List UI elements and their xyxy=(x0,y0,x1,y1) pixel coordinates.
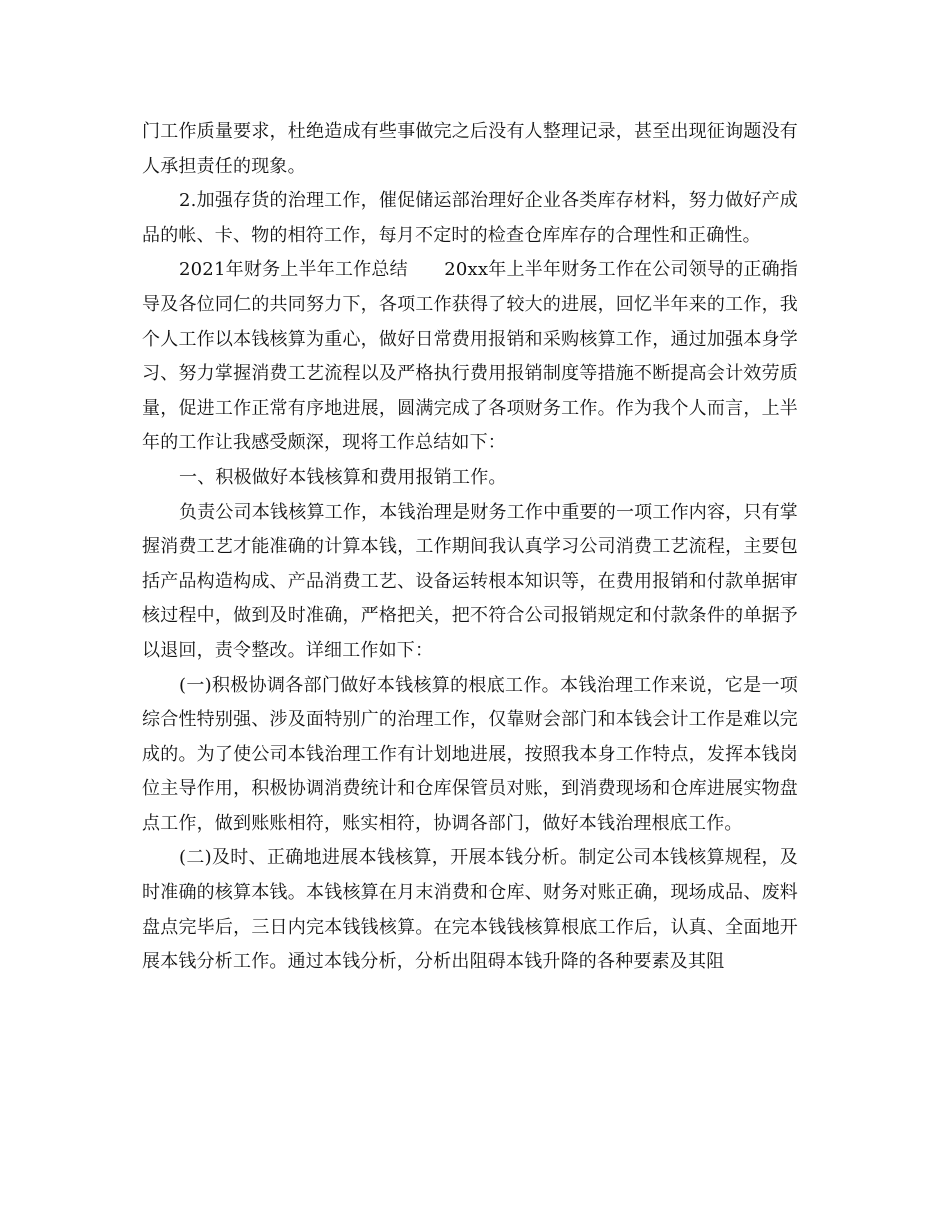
section-heading-cost-accounting: 一、积极做好本钱核算和费用报销工作。 xyxy=(179,466,507,488)
document-body xyxy=(142,115,798,980)
paragraph-coordination-foundation: (一)积极协调各部门做好本钱核算的根底工作。本钱治理工作来说，它是一项综合性特别强、涉及面特别广的治理工作，仅靠财会部门和本钱会计工作是难以完成的。为了使公司本钱治理工作有计划地进展，按照我本身工作特点，发挥本钱岗位主导作用，积极协调消费统计和仓库保管员对账，到消费现场和仓库进展实物盘点工作，做到账账相符，账实相符，协调各部门，做好本钱治理根底工作。 xyxy=(142,674,798,834)
paragraph-cost-analysis: (二)及时、正确地进展本钱核算，开展本钱分析。制定公司本钱核算规程，及时准确的核算本钱。本钱核算在月末消费和仓库、财务对账正确，现场成品、废料盘点完毕后，三日内完本钱钱核算。在完本钱钱核算根底工作后，认真、全面地开展本钱分析工作。通过本钱分析，分析出阻碍本钱升降的各种要素及其阻 xyxy=(142,847,798,973)
paragraph-cost-accounting-duties: 负责公司本钱核算工作，本钱治理是财务工作中重要的一项工作内容，只有掌握消费工艺才能准确的计算本钱，工作期间我认真学习公司消费工艺流程，主要包括产品构造构成、产品消费工艺、设备运转根本知识等，在费用报销和付款单据审核过程中，做到及时准确，严格把关，把不符合公司报销规定和付款条件的单据予以退回，责令整改。详细工作如下： xyxy=(142,501,798,661)
paragraph-half-year-summary-intro: 2021年财务上半年工作总结 20xx年上半年财务工作在公司领导的正确指导及各位同仁的共同努力下，各项工作获得了较大的进展，回忆半年来的工作，我个人工作以本钱核算为重心，做好日常费用报销和采购核算工作，通过加强本身学习、努力掌握消费工艺流程以及严格执行费用报销制度等措施不断提高会计效劳质量，促进工作正常有序地进展，圆满完成了各项财务工作。作为我个人而言，上半年的工作让我感受颇深，现将工作总结如下： xyxy=(142,259,798,454)
paragraph-inventory-management: 2.加强存货的治理工作，催促储运部治理好企业各类库存材料，努力做好产成品的帐、卡、物的相符工作，每月不定时的检查仓库库存的合理性和正确性。 xyxy=(142,190,798,246)
paragraph-continuation: 门工作质量要求，杜绝造成有些事做完之后没有人整理记录，甚至出现征询题没有人承担责任的现象。 xyxy=(142,121,798,177)
